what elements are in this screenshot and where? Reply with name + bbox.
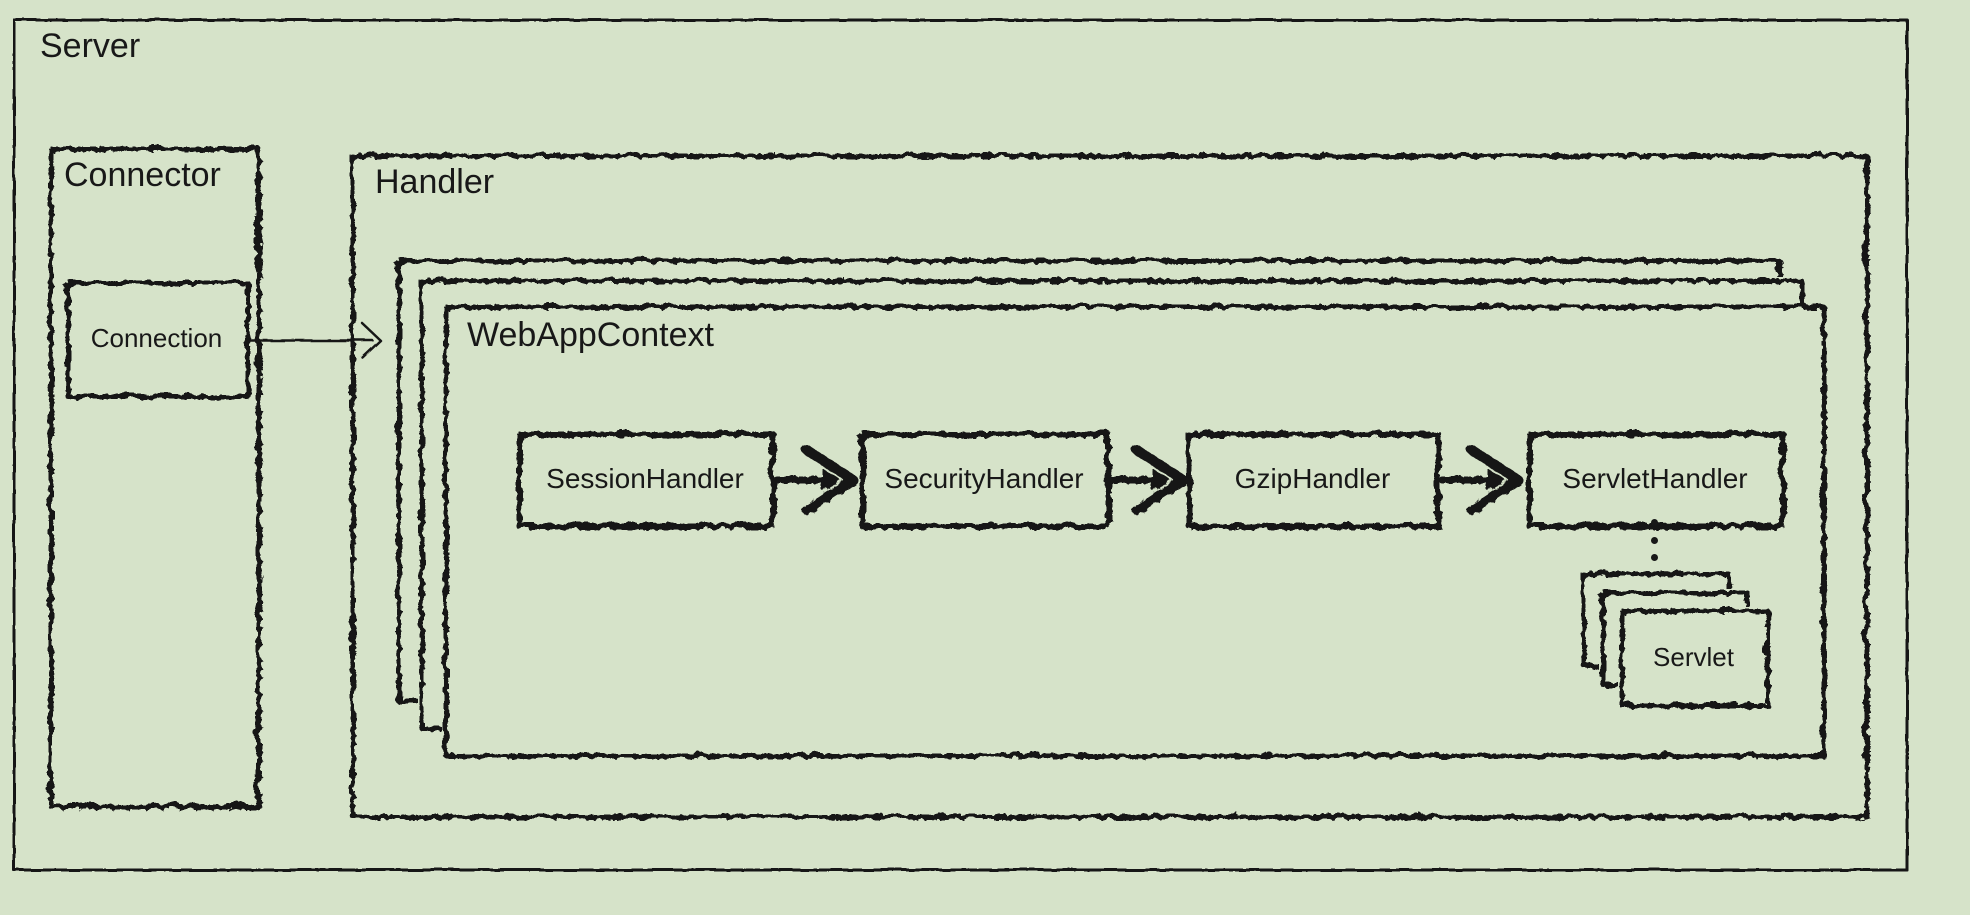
sessionhandler-label: SessionHandler xyxy=(546,463,744,494)
connector-box xyxy=(47,145,260,808)
sessionhandler-box xyxy=(515,430,775,528)
servlet-label: Servlet xyxy=(1653,641,1734,672)
servlet-box xyxy=(1618,607,1769,707)
flow-arrow-icon-2 xyxy=(1102,444,1192,514)
webappcontext-label: WebAppContext xyxy=(467,316,714,354)
connection-box xyxy=(64,279,249,398)
connector-label: Connector xyxy=(64,156,221,194)
servlethandler-label: ServletHandler xyxy=(1562,463,1748,494)
gziphandler-label: GzipHandler xyxy=(1234,463,1391,494)
server-label: Server xyxy=(40,27,141,65)
securityhandler-label: SecurityHandler xyxy=(884,463,1084,494)
flow-arrow-icon-1 xyxy=(772,444,862,514)
flow-arrow-icon-3 xyxy=(1437,444,1527,514)
connection-label: Connection xyxy=(90,323,223,353)
securityhandler-box xyxy=(858,430,1110,528)
connection-arrow-icon xyxy=(246,312,391,368)
handler-label: Handler xyxy=(375,163,495,201)
gziphandler-box xyxy=(1185,430,1440,528)
servlethandler-box xyxy=(1525,430,1785,528)
connector-border xyxy=(47,145,260,808)
